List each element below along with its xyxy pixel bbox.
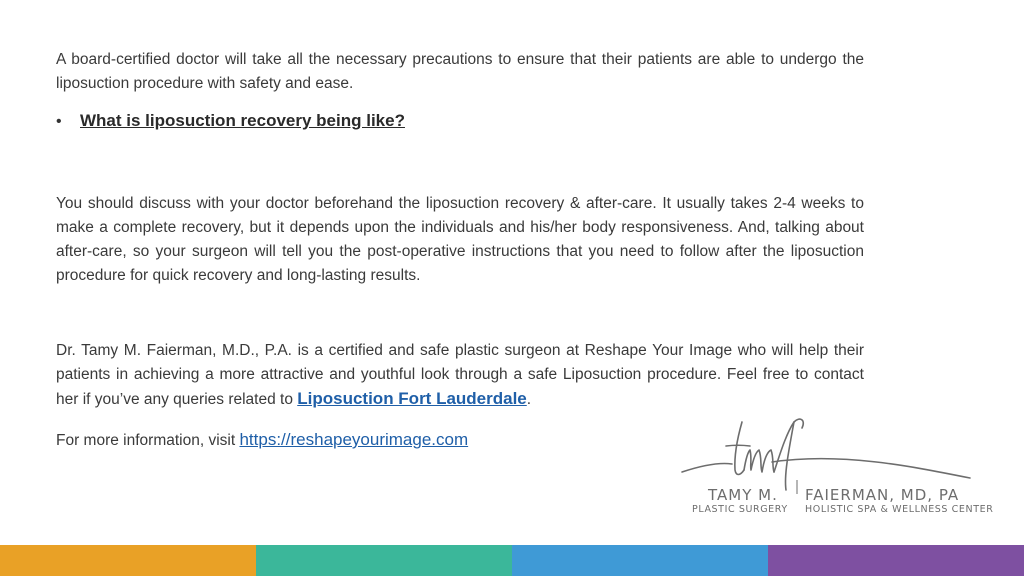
tmf-monogram-icon	[680, 414, 1000, 494]
info-paragraph-text: For more information, visit	[56, 432, 240, 449]
color-band-teal	[256, 545, 512, 576]
logo-sub-left: PLASTIC SURGERY	[692, 504, 788, 515]
color-band-blue	[512, 545, 768, 576]
doctor-paragraph-text: Dr. Tamy M. Faierman, M.D., P.A. is a certified and safe plastic surgeon at Reshape Your Image who will help their patients in achieving a more attractive and youthful look through a safe Liposuction procedure. Feel free to contact her if you’ve any queries related to	[56, 342, 864, 408]
color-band	[0, 545, 1024, 576]
bullet-marker: •	[56, 113, 62, 130]
doctor-paragraph	[56, 339, 864, 412]
color-band-orange	[0, 545, 256, 576]
section-heading: What is liposuction recovery being like?	[80, 111, 405, 130]
logo-name-right: FAIERMAN, MD, PA	[805, 486, 960, 504]
logo-name-left: TAMY M.	[708, 486, 778, 504]
tmf-logo	[680, 414, 1000, 524]
liposuction-fort-lauderdale-link[interactable]: Liposuction Fort Lauderdale	[297, 389, 527, 408]
logo-sub-right: HOLISTIC SPA & WELLNESS CENTER	[805, 504, 994, 515]
document-body	[56, 48, 864, 453]
doctor-paragraph-end: .	[526, 391, 532, 408]
intro-paragraph: A board-certified doctor will take all the necessary precautions to ensure that their patients are able to undergo the liposuction procedure with safety and ease.	[56, 51, 864, 92]
bullet-item	[56, 109, 864, 134]
color-band-purple	[768, 545, 1024, 576]
recovery-paragraph: You should discuss with your doctor beforehand the liposuction recovery & after-care. It usually takes 2-4 weeks to make a complete recovery, but it depends upon the individuals and his/her body responsiveness. And, talking about after-care, so your surgeon will tell you the post-operative instructions that you need to follow after the liposuction procedure for quick recovery and long-lasting results.	[56, 195, 864, 284]
website-link[interactable]: https://reshapeyourimage.com	[239, 430, 469, 449]
